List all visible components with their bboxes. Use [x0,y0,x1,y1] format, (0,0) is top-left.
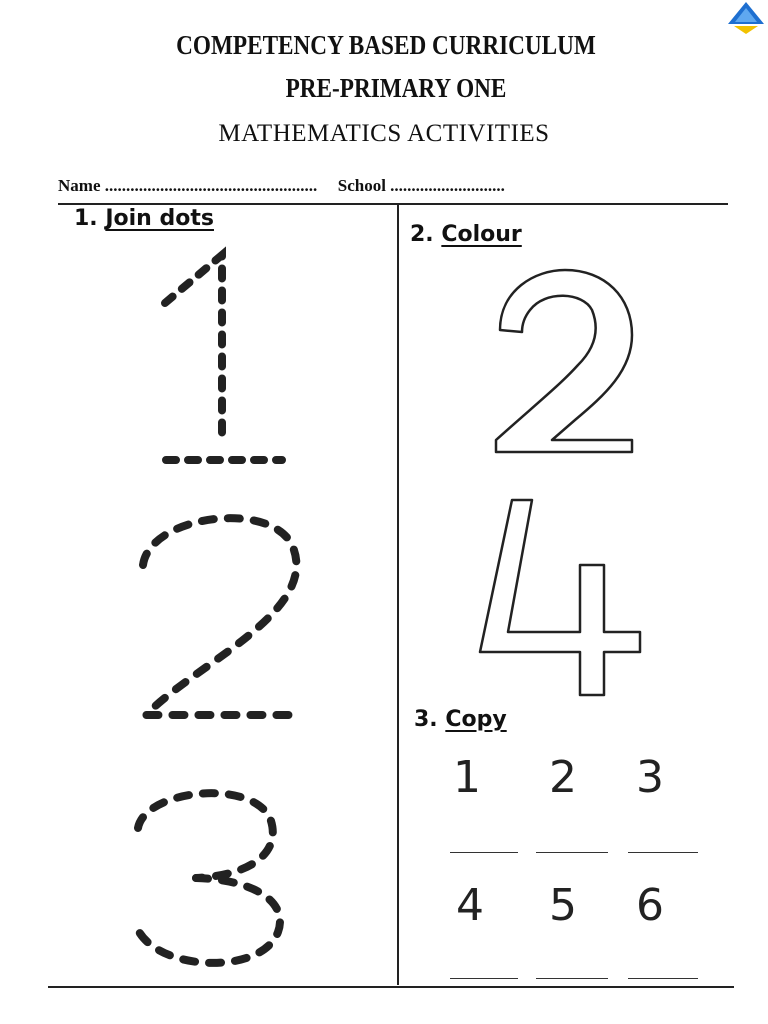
name-field[interactable]: .................................................. [104,176,318,195]
copy-digit-2: 2 [549,752,577,803]
question-3-label: Copy [445,707,507,732]
copy-digit-6: 6 [636,880,664,931]
question-2-label: Colour [441,222,522,247]
copy-digit-3: 3 [636,752,664,803]
copy-blank-1[interactable] [450,852,518,853]
school-field[interactable]: ........................... [390,176,505,195]
copy-blank-6[interactable] [628,978,698,979]
copy-digit-4: 4 [456,880,484,931]
page-subtitle-class: PRE-PRIMARY ONE [285,73,507,103]
copy-digit-1: 1 [453,752,481,803]
copy-blank-2[interactable] [536,852,608,853]
name-label: Name [58,176,101,195]
copy-blank-5[interactable] [536,978,608,979]
question-2-number: 2. [410,222,434,247]
question-3-number: 3. [414,707,438,732]
page-subtitle-subject: MATHEMATICS ACTIVITIES [218,120,550,147]
question-1-number: 1. [74,206,98,231]
school-label: School [337,176,386,195]
question-1-label: Join dots [105,206,214,231]
copy-blank-4[interactable] [450,978,518,979]
copy-blank-3[interactable] [628,852,698,853]
copy-digit-5: 5 [549,880,577,931]
page-title: COMPETENCY BASED CURRICULUM [176,30,596,60]
